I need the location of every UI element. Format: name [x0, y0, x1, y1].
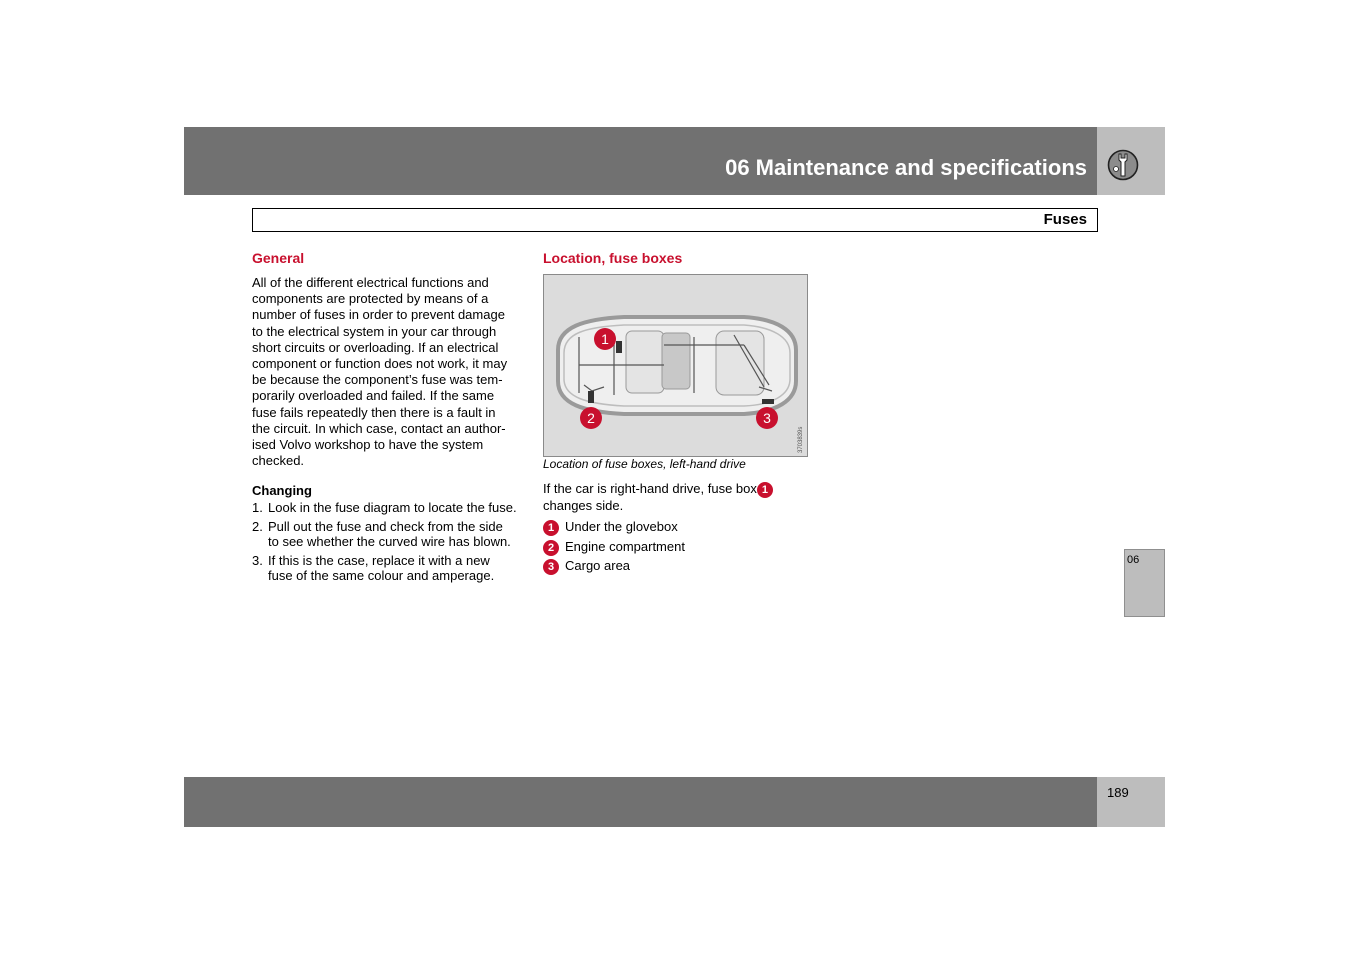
general-paragraph: All of the different electrical functions and components are protected by means of a number of fuses in order to prevent damage to the electrical system in your car through short circuits or overloading. If an electrical component or function does not work, it may be because the component’s fuse was tem-porarily overloaded and failed. If the same fuse fails repeatedly then there is a fault in the circuit. In which case, contact an author-ised Volvo workshop to have the system checked. — [252, 275, 508, 469]
section-header — [252, 208, 1098, 232]
marker-badge: 1 — [757, 482, 773, 498]
svg-text:1: 1 — [601, 331, 609, 347]
list-item: 2. Pull out the fuse and check from the side to see whether the curved wire has blown. — [252, 519, 511, 549]
wrench-icon — [1107, 149, 1139, 181]
rhd-note: If the car is right-hand drive, fuse box 1 changes side. — [543, 481, 793, 514]
legend-item: 1 Under the glovebox — [543, 519, 678, 536]
list-item: 1. Look in the fuse diagram to locate the fuse. — [252, 500, 517, 515]
marker-badge: 1 — [543, 520, 559, 536]
diagram-caption: Location of fuse boxes, left-hand drive — [543, 457, 746, 471]
marker-2 — [580, 407, 602, 429]
fuse-box-diagram — [543, 274, 808, 457]
marker-1 — [594, 328, 616, 350]
chapter-title: 06 Maintenance and specifications — [725, 155, 1087, 180]
section-label: Fuses — [1043, 211, 1087, 228]
marker-3 — [756, 407, 778, 429]
chapter-tab-label: 06 — [1127, 554, 1140, 566]
diagram-code: 3703839s — [798, 426, 804, 453]
marker-badge: 2 — [543, 540, 559, 556]
chapter-tab — [1124, 549, 1165, 617]
svg-text:2: 2 — [587, 410, 595, 426]
list-item: 3. If this is the case, replace it with a new fuse of the same colour and amperage. — [252, 553, 495, 583]
page-number: 189 — [1107, 785, 1129, 800]
car-top-view-illustration — [544, 275, 807, 456]
legend-item: 3 Cargo area — [543, 558, 630, 575]
location-heading: Location, fuse boxes — [543, 250, 683, 266]
general-heading: General — [252, 250, 305, 266]
changing-steps — [252, 500, 517, 587]
legend-item: 2 Engine compartment — [543, 539, 685, 556]
footer-bar — [184, 777, 1097, 827]
changing-heading: Changing — [252, 483, 312, 498]
marker-badge: 3 — [543, 559, 559, 575]
chapter-icon-box — [1097, 127, 1165, 195]
svg-text:3: 3 — [763, 410, 771, 426]
page-number-box — [1097, 777, 1165, 827]
